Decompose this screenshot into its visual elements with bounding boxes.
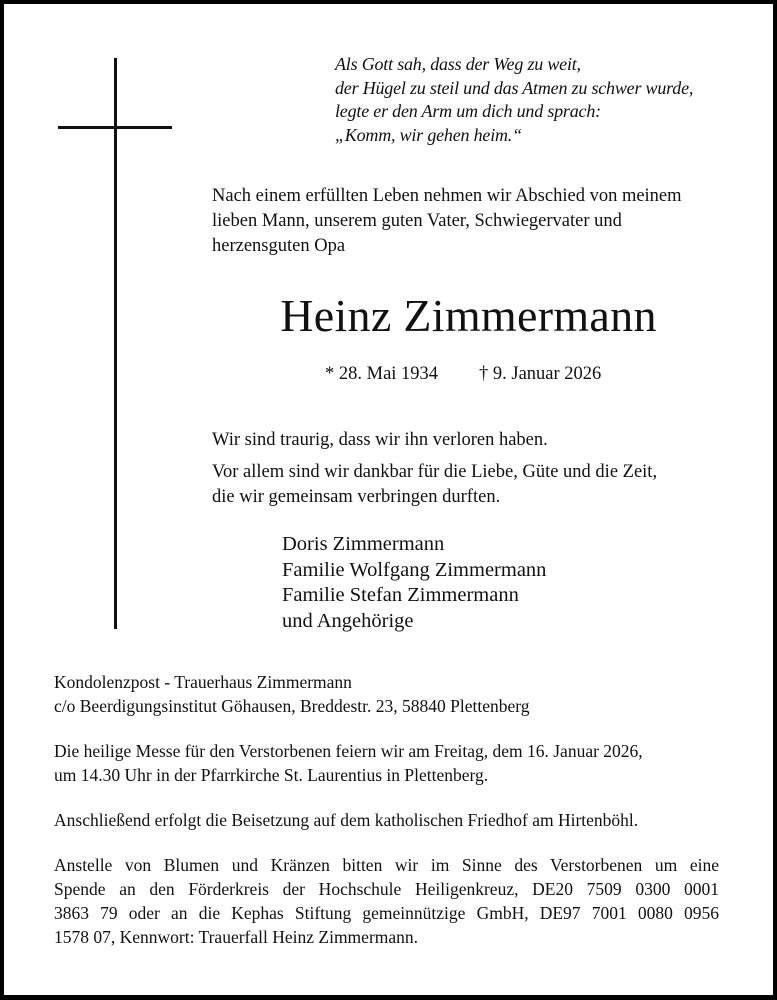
gratitude-text [212, 460, 657, 510]
mass-announcement [54, 739, 719, 787]
mourners-list [282, 532, 546, 634]
deceased-name: Heinz Zimmermann [280, 290, 657, 341]
burial-announcement [54, 808, 719, 832]
mass-line: Die heilige Messe für den Verstorbenen feiern wir am Freitag, dem 16. Januar 2026, [54, 741, 643, 761]
condolence-line: c/o Beerdigungsinstitut Göhausen, Breddestr. 23, 58840 Plettenberg [54, 696, 530, 716]
mourner: Doris Zimmermann [282, 533, 445, 555]
donation-line: 1578 07, Kennwort: Trauerfall Heinz Zimmermann. [54, 927, 419, 947]
mourner: und Angehörige [282, 609, 414, 632]
poem-line: der Hügel zu steil und das Atmen zu schwer wurde, [335, 77, 694, 98]
poem-line: „Komm, wir gehen heim.“ [335, 124, 522, 145]
condolence-address [54, 670, 719, 718]
donation-request [54, 853, 719, 949]
condolence-line: Kondolenzpost - Trauerhaus Zimmermann [54, 672, 352, 692]
cross-icon-horizontal-bar [58, 126, 172, 129]
poem-quote [335, 53, 693, 147]
intro-line: herzensguten Opa [212, 236, 346, 256]
gratitude-line: die wir gemeinsam verbringen durften. [212, 487, 501, 507]
gratitude-line: Vor allem sind wir dankbar für die Liebe, Güte und die Zeit, [212, 462, 658, 482]
intro-line: Nach einem erfüllten Leben nehmen wir Abschied von meinem [212, 186, 682, 206]
intro-line: lieben Mann, unserem guten Vater, Schwiegervater und [212, 211, 622, 231]
sorrow-text: Wir sind traurig, dass wir ihn verloren haben. [212, 430, 548, 450]
birth-date: * 28. Mai 1934 [325, 364, 439, 384]
burial-line: Anschließend erfolgt die Beisetzung auf dem katholischen Friedhof am Hirtenböhl. [54, 810, 639, 830]
poem-line: Als Gott sah, dass der Weg zu weit, [335, 54, 581, 74]
donation-line: 3863 79 oder an die Kephas Stiftung gemeinnützige GmbH, DE97 7001 0080 0956 [54, 903, 719, 923]
mourner: Familie Wolfgang Zimmermann [282, 558, 547, 581]
death-date: † 9. Januar 2026 [479, 364, 602, 384]
mourner: Familie Stefan Zimmermann [282, 584, 519, 606]
donation-line: Spende an den Förderkreis der Hochschule Heiligenkreuz, DE20 7509 0300 0001 [54, 879, 719, 899]
mass-line: um 14.30 Uhr in der Pfarrkirche St. Laurentius in Plettenberg. [54, 765, 489, 785]
poem-line: legte er den Arm um dich und sprach: [335, 101, 601, 121]
obituary-notice [4, 4, 773, 995]
donation-line: Anstelle von Blumen und Kränzen bitten wir im Sinne des Verstorbenen um eine [54, 855, 719, 875]
intro-text [212, 184, 682, 259]
